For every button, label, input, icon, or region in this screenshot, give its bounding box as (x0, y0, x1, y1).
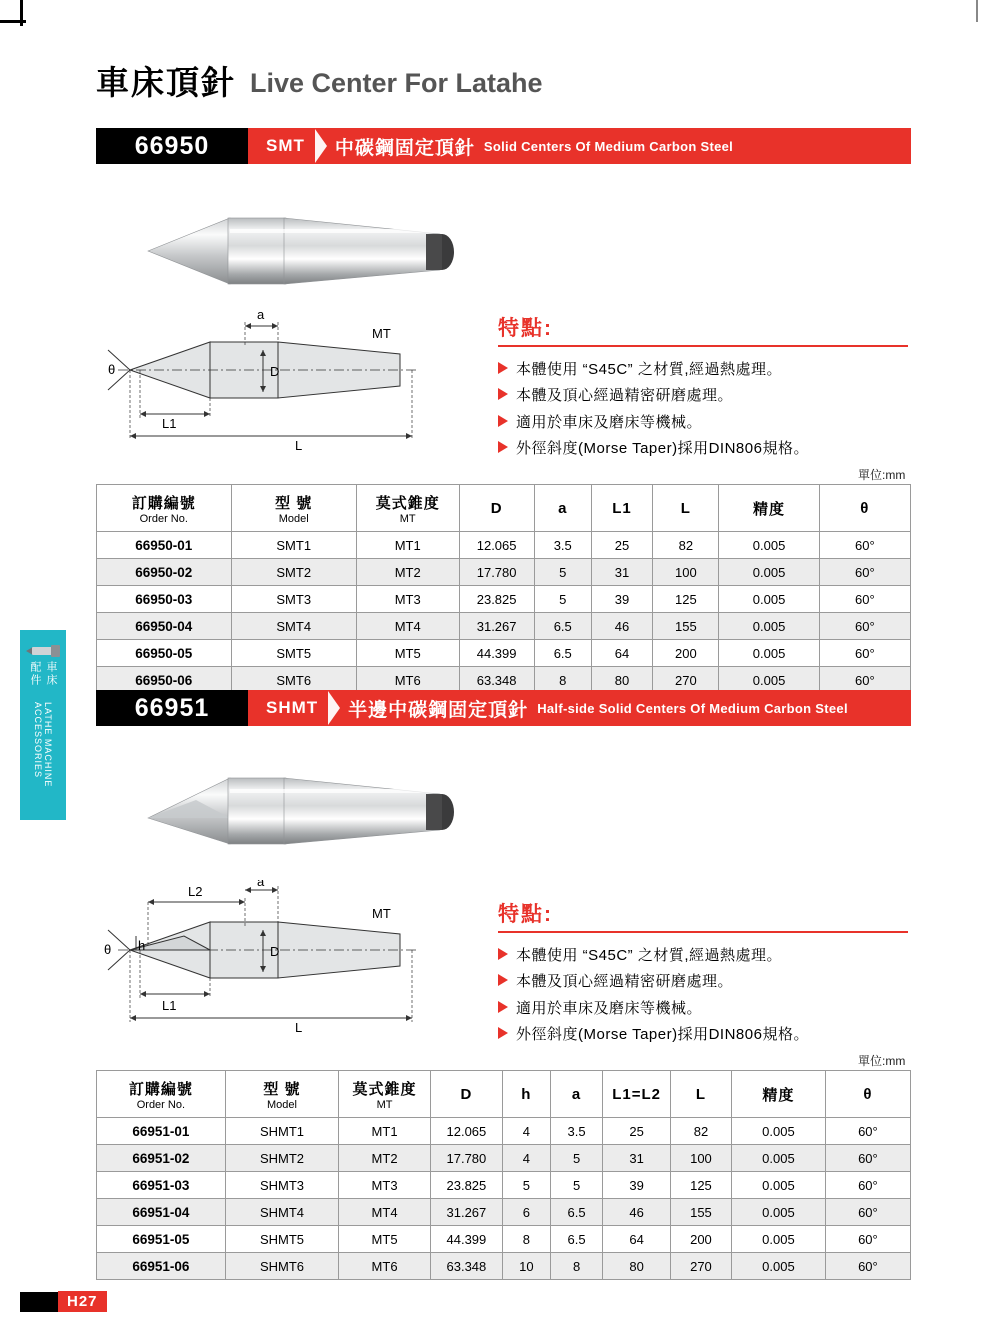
footer-bar (20, 1292, 58, 1312)
feature-text: 適用於車床及磨床等機械。 (516, 999, 703, 1017)
cell-d: 44.399 (459, 640, 534, 667)
feature-item (498, 943, 918, 969)
feature-text: 本體使用 “S45C” 之材質,經過熱處理。 (516, 361, 783, 378)
cell-model: SHMT1 (225, 1118, 338, 1145)
table-header-row (97, 485, 911, 532)
cell-mt: MT6 (356, 667, 459, 694)
table-row (97, 613, 911, 640)
cell-theta: 60° (825, 1172, 910, 1199)
section-name-en-66950: Solid Centers Of Medium Carbon Steel (483, 138, 734, 154)
cell-a: 8 (534, 667, 591, 694)
drawing-label-l2: L2 (188, 884, 203, 899)
crop-mark-top-left-horizontal (0, 20, 26, 23)
cell-l: 155 (670, 1199, 731, 1226)
cell-l1-l2: 25 (603, 1118, 671, 1145)
cell-order-no: 66950-06 (97, 667, 232, 694)
cell-order-no: 66950-05 (97, 640, 232, 667)
cell-model: SHMT2 (225, 1145, 338, 1172)
cell-accuracy: 0.005 (732, 1199, 826, 1226)
cell-model: SHMT4 (225, 1199, 338, 1226)
cell-theta: 60° (825, 1226, 910, 1253)
cell-accuracy: 0.005 (719, 532, 819, 559)
features-66951 (498, 898, 918, 1048)
cell-model: SMT1 (231, 532, 356, 559)
section-name-cn-66951: 半邊中碳鋼固定頂針 (348, 699, 529, 721)
triangle-bullet-icon (498, 362, 508, 374)
section-abbr-66950: SMT (266, 136, 305, 155)
cell-h: 6 (502, 1199, 550, 1226)
cell-order-no: 66951-01 (97, 1118, 226, 1145)
cell-l: 200 (653, 640, 719, 667)
cell-theta: 60° (825, 1118, 910, 1145)
cell-mt: MT3 (356, 586, 459, 613)
table-row (97, 1172, 911, 1199)
table-row (97, 1253, 911, 1280)
cell-order-no: 66951-06 (97, 1253, 226, 1280)
th-theta: θ (825, 1071, 910, 1118)
cell-l1: 25 (591, 532, 653, 559)
cell-a: 5 (534, 586, 591, 613)
table-row (97, 640, 911, 667)
cell-order-no: 66950-02 (97, 559, 232, 586)
cell-a: 5 (550, 1172, 602, 1199)
cell-model: SHMT5 (225, 1226, 338, 1253)
cell-theta: 60° (825, 1145, 910, 1172)
th-morse-taper: 莫式錐度 MT (356, 485, 459, 532)
th-a: a (550, 1071, 602, 1118)
cell-l1: 64 (591, 640, 653, 667)
cell-theta: 60° (819, 667, 910, 694)
cell-mt: MT1 (339, 1118, 431, 1145)
cell-d: 23.825 (459, 586, 534, 613)
cell-a: 6.5 (550, 1226, 602, 1253)
cell-d: 31.267 (430, 1199, 502, 1226)
cell-model: SMT5 (231, 640, 356, 667)
cell-theta: 60° (825, 1199, 910, 1226)
cell-l: 125 (670, 1172, 731, 1199)
cell-d: 63.348 (459, 667, 534, 694)
th-morse-taper: 莫式錐度 MT (339, 1071, 431, 1118)
cell-model: SHMT6 (225, 1253, 338, 1280)
cell-l: 200 (670, 1226, 731, 1253)
cell-accuracy: 0.005 (732, 1118, 826, 1145)
cell-theta: 60° (825, 1253, 910, 1280)
cell-model: SMT6 (231, 667, 356, 694)
cell-h: 4 (502, 1118, 550, 1145)
th-l1-l2: L1=L2 (603, 1071, 671, 1118)
table-row (97, 1199, 911, 1226)
th-model: 型 號 Model (225, 1071, 338, 1118)
cell-l1-l2: 31 (603, 1145, 671, 1172)
triangle-bullet-icon (498, 388, 508, 400)
th-a: a (534, 485, 591, 532)
cell-mt: MT2 (339, 1145, 431, 1172)
cell-theta: 60° (819, 532, 910, 559)
cell-a: 6.5 (534, 640, 591, 667)
section-name-cn-66950: 中碳鋼固定頂針 (334, 137, 475, 159)
cell-l1: 46 (591, 613, 653, 640)
cell-h: 8 (502, 1226, 550, 1253)
cell-l: 155 (653, 613, 719, 640)
triangle-bullet-icon (498, 974, 508, 986)
unit-note-66950: 單位:mm (858, 468, 906, 482)
cell-accuracy: 0.005 (732, 1145, 826, 1172)
cell-h: 10 (502, 1253, 550, 1280)
cell-mt: MT5 (356, 640, 459, 667)
product-photo-66950 (120, 196, 500, 306)
th-d: D (430, 1071, 502, 1118)
cell-accuracy: 0.005 (732, 1172, 826, 1199)
feature-item (498, 357, 918, 383)
cell-l: 270 (670, 1253, 731, 1280)
cell-mt: MT3 (339, 1172, 431, 1199)
cell-d: 63.348 (430, 1253, 502, 1280)
cell-order-no: 66951-04 (97, 1199, 226, 1226)
cell-theta: 60° (819, 586, 910, 613)
th-accuracy: 精度 (732, 1071, 826, 1118)
cell-model: SHMT3 (225, 1172, 338, 1199)
table-row (97, 559, 911, 586)
cell-accuracy: 0.005 (719, 613, 819, 640)
feature-text: 外徑斜度(Morse Taper)採用DIN806規格。 (516, 1025, 809, 1043)
page-footer (20, 1291, 107, 1312)
th-model: 型 號 Model (231, 485, 356, 532)
feature-text: 適用於車床及磨床等機械。 (516, 413, 703, 431)
side-tab-label-en: LATHE MACHINE ACCESSORIES (33, 702, 53, 788)
th-l1: L1 (591, 485, 653, 532)
technical-drawing-66950 (100, 310, 470, 450)
feature-item (498, 383, 918, 409)
cell-a: 5 (534, 559, 591, 586)
features-66950 (498, 312, 918, 462)
drawing-label-l: L (295, 1020, 303, 1032)
cell-l1-l2: 39 (603, 1172, 671, 1199)
drawing-label-theta: θ (108, 362, 116, 377)
drawing-label-l: L (295, 438, 303, 450)
feature-item (498, 969, 918, 995)
drawing-label-theta: θ (104, 942, 112, 957)
cell-theta: 60° (819, 640, 910, 667)
th-l: L (653, 485, 719, 532)
drawing-label-d: D (270, 944, 280, 959)
feature-item (498, 410, 918, 436)
cell-h: 5 (502, 1172, 550, 1199)
table-row (97, 586, 911, 613)
cell-a: 8 (550, 1253, 602, 1280)
chevron-right-icon (315, 129, 327, 163)
features-rule (498, 931, 908, 933)
cell-model: SMT2 (231, 559, 356, 586)
page-title-cn: 車床頂針 (96, 64, 236, 101)
cell-a: 6.5 (550, 1199, 602, 1226)
cell-mt: MT1 (356, 532, 459, 559)
cell-mt: MT6 (339, 1253, 431, 1280)
cell-order-no: 66951-03 (97, 1172, 226, 1199)
cell-d: 17.780 (459, 559, 534, 586)
feature-item (498, 436, 918, 462)
cell-l: 100 (670, 1145, 731, 1172)
side-tab-category (20, 630, 66, 820)
table-header-row (97, 1071, 911, 1118)
triangle-bullet-icon (498, 948, 508, 960)
live-center-icon (26, 642, 60, 655)
cell-mt: MT4 (356, 613, 459, 640)
page-title (96, 66, 543, 99)
cell-l1-l2: 64 (603, 1226, 671, 1253)
cell-mt: MT4 (339, 1199, 431, 1226)
cell-order-no: 66950-03 (97, 586, 232, 613)
triangle-bullet-icon (498, 1027, 508, 1039)
feature-item (498, 996, 918, 1022)
table-row (97, 532, 911, 559)
features-rule (498, 345, 908, 347)
triangle-bullet-icon (498, 441, 508, 453)
cell-a: 5 (550, 1145, 602, 1172)
drawing-label-mt: MT (372, 906, 391, 921)
th-accuracy: 精度 (719, 485, 819, 532)
cell-order-no: 66951-02 (97, 1145, 226, 1172)
spec-table-66950 (96, 484, 911, 694)
cell-mt: MT5 (339, 1226, 431, 1253)
section-abbr-66951: SHMT (266, 698, 319, 717)
cell-model: SMT4 (231, 613, 356, 640)
drawing-label-a: a (257, 310, 265, 322)
unit-note-66951: 單位:mm (858, 1054, 906, 1068)
cell-l: 82 (653, 532, 719, 559)
cell-a: 6.5 (534, 613, 591, 640)
drawing-label-mt: MT (372, 326, 391, 341)
cell-l1: 39 (591, 586, 653, 613)
cell-l: 82 (670, 1118, 731, 1145)
page-number: H27 (58, 1291, 107, 1312)
cell-l1: 31 (591, 559, 653, 586)
triangle-bullet-icon (498, 415, 508, 427)
cell-h: 4 (502, 1145, 550, 1172)
cell-l1-l2: 46 (603, 1199, 671, 1226)
cell-d: 31.267 (459, 613, 534, 640)
cell-l1-l2: 80 (603, 1253, 671, 1280)
features-title-66951: 特點: (498, 903, 553, 926)
side-tab-label-cn: 車床配件 (29, 660, 57, 687)
table-row (97, 1145, 911, 1172)
cell-a: 3.5 (534, 532, 591, 559)
cell-a: 3.5 (550, 1118, 602, 1145)
cell-accuracy: 0.005 (732, 1226, 826, 1253)
drawing-label-l1: L1 (162, 998, 177, 1013)
crop-mark-top-right (976, 0, 978, 22)
cell-d: 17.780 (430, 1145, 502, 1172)
cell-model: SMT3 (231, 586, 356, 613)
technical-drawing-66951 (100, 880, 480, 1032)
cell-l: 125 (653, 586, 719, 613)
cell-order-no: 66950-04 (97, 613, 232, 640)
feature-text: 本體及頂心經過精密研磨處理。 (516, 973, 734, 991)
features-title-66950: 特點: (498, 317, 553, 340)
table-row (97, 1118, 911, 1145)
cell-accuracy: 0.005 (719, 640, 819, 667)
drawing-label-l1: L1 (162, 416, 177, 431)
section-code-66950: 66950 (96, 128, 248, 164)
th-order-no: 訂購編號 Order No. (97, 1071, 226, 1118)
cell-mt: MT2 (356, 559, 459, 586)
cell-order-no: 66950-01 (97, 532, 232, 559)
cell-accuracy: 0.005 (732, 1253, 826, 1280)
feature-text: 外徑斜度(Morse Taper)採用DIN806規格。 (516, 439, 809, 457)
drawing-label-a: a (257, 880, 265, 889)
cell-accuracy: 0.005 (719, 586, 819, 613)
th-l: L (670, 1071, 731, 1118)
cell-l1: 80 (591, 667, 653, 694)
th-h: h (502, 1071, 550, 1118)
page-title-en: Live Center For Latahe (250, 68, 543, 98)
product-photo-66951 (120, 756, 500, 866)
section-banner-66950 (96, 128, 911, 164)
cell-theta: 60° (819, 559, 910, 586)
cell-d: 44.399 (430, 1226, 502, 1253)
chevron-right-icon (328, 691, 340, 725)
cell-d: 12.065 (430, 1118, 502, 1145)
drawing-label-h: h (138, 938, 146, 953)
cell-d: 12.065 (459, 532, 534, 559)
th-theta: θ (819, 485, 910, 532)
cell-l: 100 (653, 559, 719, 586)
section-code-66951: 66951 (96, 690, 248, 726)
feature-text: 本體使用 “S45C” 之材質,經過熱處理。 (516, 947, 783, 964)
cell-accuracy: 0.005 (719, 667, 819, 694)
feature-item (498, 1022, 918, 1048)
drawing-label-d: D (270, 364, 280, 379)
table-row (97, 1226, 911, 1253)
triangle-bullet-icon (498, 1001, 508, 1013)
cell-d: 23.825 (430, 1172, 502, 1199)
feature-text: 本體及頂心經過精密研磨處理。 (516, 387, 734, 405)
cell-theta: 60° (819, 613, 910, 640)
section-name-en-66951: Half-side Solid Centers Of Medium Carbon Steel (537, 700, 848, 716)
th-order-no: 訂購編號 Order No. (97, 485, 232, 532)
cell-accuracy: 0.005 (719, 559, 819, 586)
th-d: D (459, 485, 534, 532)
spec-table-66951 (96, 1070, 911, 1280)
cell-l: 270 (653, 667, 719, 694)
cell-order-no: 66951-05 (97, 1226, 226, 1253)
section-banner-66951 (96, 690, 911, 726)
